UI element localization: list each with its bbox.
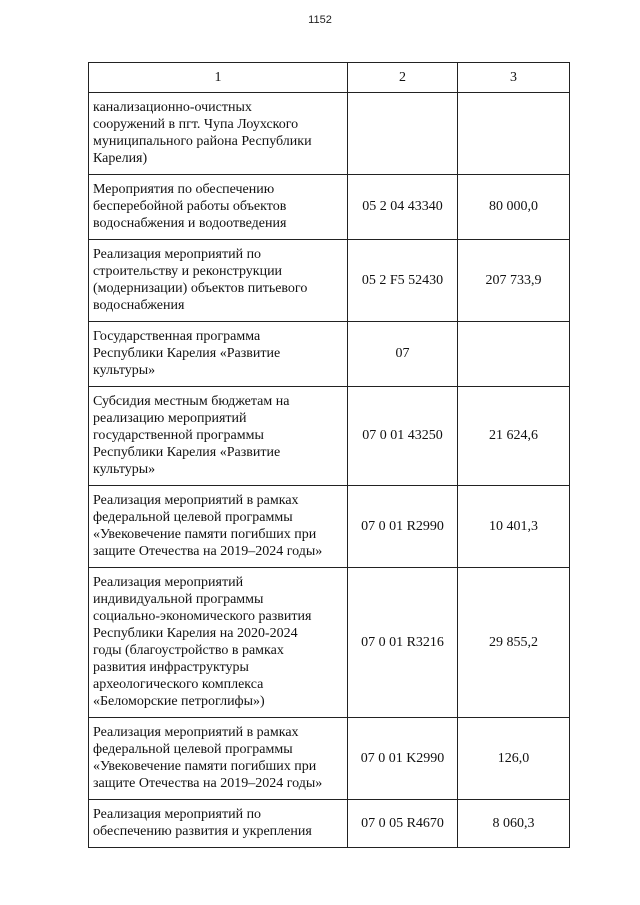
row-amount: 80 000,0 — [458, 175, 570, 240]
row-code: 07 0 01 R2990 — [348, 486, 458, 568]
description-line: водоснабжения — [93, 298, 185, 313]
table-row — [89, 800, 570, 848]
table-row — [89, 486, 570, 568]
description-line: Субсидия местным бюджетам на — [93, 394, 290, 409]
row-amount: 10 401,3 — [458, 486, 570, 568]
description-line: Реализация мероприятий в рамках — [93, 493, 299, 508]
description-line: федеральной целевой программы — [93, 742, 293, 757]
table-row — [89, 175, 570, 240]
row-description — [89, 322, 348, 387]
description-line: (модернизации) объектов питьевого — [93, 281, 308, 296]
description-line: археологического комплекса — [93, 677, 264, 692]
table-row — [89, 93, 570, 175]
description-line: Мероприятия по обеспечению — [93, 182, 275, 197]
column-header-3: 3 — [458, 63, 570, 93]
description-line: Реализация мероприятий по — [93, 247, 262, 262]
row-amount: 29 855,2 — [458, 568, 570, 718]
row-description — [89, 568, 348, 718]
description-line: федеральной целевой программы — [93, 510, 293, 525]
description-line: Реализация мероприятий — [93, 575, 244, 590]
row-code: 07 0 05 R4670 — [348, 800, 458, 848]
description-line: бесперебойной работы объектов — [93, 199, 287, 214]
table-row — [89, 322, 570, 387]
row-description — [89, 800, 348, 848]
table-row — [89, 718, 570, 800]
description-line: «Увековечение памяти погибших при — [93, 527, 317, 542]
description-line: культуры» — [93, 462, 156, 477]
description-line: культуры» — [93, 363, 156, 378]
row-amount: 126,0 — [458, 718, 570, 800]
description-line: строительству и реконструкции — [93, 264, 283, 279]
row-amount — [458, 322, 570, 387]
row-code — [348, 93, 458, 175]
row-amount: 207 733,9 — [458, 240, 570, 322]
description-line: Республики Карелия «Развитие — [93, 445, 281, 460]
description-line: годы (благоустройство в рамках — [93, 643, 284, 658]
description-line: водоснабжения и водоотведения — [93, 216, 287, 231]
description-line: социально-экономического развития — [93, 609, 312, 624]
row-description — [89, 387, 348, 486]
description-line: государственной программы — [93, 428, 264, 443]
row-description — [89, 718, 348, 800]
table-row — [89, 568, 570, 718]
description-line: канализационно-очистных — [93, 100, 252, 115]
row-amount: 21 624,6 — [458, 387, 570, 486]
description-line: сооружений в пгт. Чупа Лоухского — [93, 117, 299, 132]
row-code: 07 0 01 K2990 — [348, 718, 458, 800]
description-line: Республики Карелия на 2020-2024 — [93, 626, 298, 641]
row-description — [89, 486, 348, 568]
description-line: защите Отечества на 2019–2024 годы» — [93, 544, 323, 559]
table-row — [89, 240, 570, 322]
column-header-2: 2 — [348, 63, 458, 93]
description-line: индивидуальной программы — [93, 592, 264, 607]
description-line: реализацию мероприятий — [93, 411, 247, 426]
row-code: 05 2 04 43340 — [348, 175, 458, 240]
description-line: Реализация мероприятий в рамках — [93, 725, 299, 740]
description-line: Государственная программа — [93, 329, 261, 344]
row-amount: 8 060,3 — [458, 800, 570, 848]
table-body — [89, 93, 570, 848]
row-code: 07 0 01 43250 — [348, 387, 458, 486]
description-line: защите Отечества на 2019–2024 годы» — [93, 776, 323, 791]
description-line: развития инфраструктуры — [93, 660, 249, 675]
description-line: «Увековечение памяти погибших при — [93, 759, 317, 774]
row-description — [89, 93, 348, 175]
budget-table — [88, 62, 570, 848]
row-description — [89, 175, 348, 240]
table-header-row — [89, 63, 570, 93]
description-line: Республики Карелия «Развитие — [93, 346, 281, 361]
row-code: 05 2 F5 52430 — [348, 240, 458, 322]
row-description — [89, 240, 348, 322]
column-header-1: 1 — [89, 63, 348, 93]
table-row — [89, 387, 570, 486]
page-number: 1152 — [308, 14, 332, 26]
description-line: «Беломорские петроглифы») — [93, 694, 265, 709]
row-amount — [458, 93, 570, 175]
description-line: обеспечению развития и укрепления — [93, 824, 312, 839]
description-line: Реализация мероприятий по — [93, 807, 262, 822]
description-line: Карелия) — [93, 151, 148, 166]
row-code: 07 — [348, 322, 458, 387]
row-code: 07 0 01 R3216 — [348, 568, 458, 718]
description-line: муниципального района Республики — [93, 134, 312, 149]
